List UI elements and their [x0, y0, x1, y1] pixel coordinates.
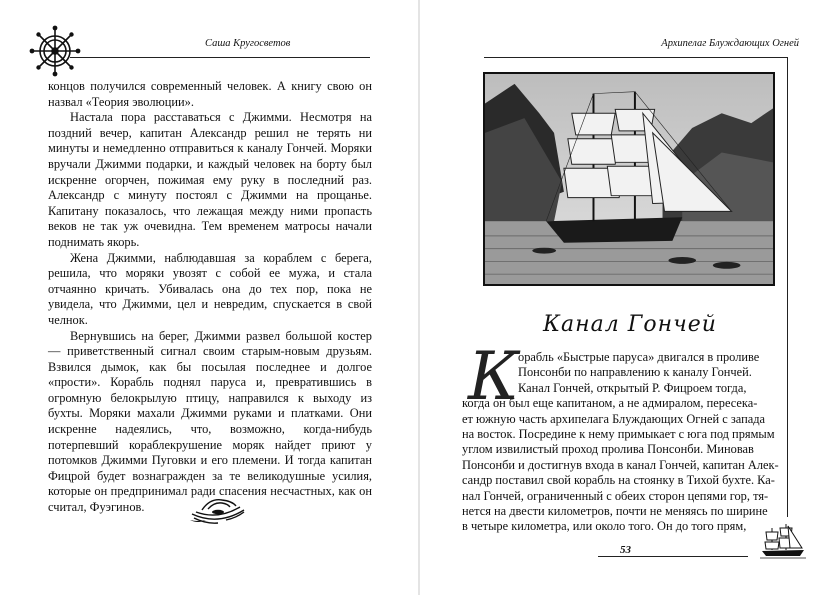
sailing-ship-illustration	[483, 72, 775, 286]
text-line: Понсонби по направлению к каналу Гончей.	[518, 365, 752, 380]
text-line: Понсонби и достигнув входа в канал Гончей, капитан Алек-	[462, 457, 779, 472]
paragraph: Вернувшись на берег, Джимми развел большой костер — приветственный сигнал своим старым-новым друзьям. Взвился дымок, как бы посылая последнее и долгое «прости». Корабль поднял паруса и, превратившись в огромную белокрылую птицу, направился к выходу из бухты. Моряки махали Джимми руками и платками. Они искренне надеялись, что, возможно, когда-нибудь потерпевший кораблекрушение моряк найдет приют у потомков Джимми Пуговки и его племени. И тогда капитан Фицрой будет вознагражден за те великодушные усилия, которые он предпринимал ради спасения несчастных, как он считал, Фуэгинов.	[48, 328, 372, 515]
paragraph: Настала пора расставаться с Джимми. Несмотря на поздний вечер, капитан Александр решил не терять ни минуты и немедленно отправиться к каналу Гончей. Моряки вручали Джимми подарки, и каждый человек на борту был искренне огорчен, пожимая ему руку в последний раз. Александр с минуту постоял с Джимми на прощанье. Капитану показалось, что лежащая между ними пропасть веков не так уж очевидна. Тем временем матросы начали поднимать якорь.	[48, 110, 372, 249]
text-line: в четыре километра, или около того. Он до того прям,	[462, 519, 747, 534]
left-running-header: Саша Кругосветов	[205, 38, 291, 49]
text-line: на восток. Посредине к нему примыкает с юга под прямым	[462, 427, 775, 442]
text-line: сандр поставил свой корабль на стоянку в Тихой бухте. Ка-	[462, 473, 775, 488]
right-page-text	[462, 350, 788, 535]
paragraph: Жена Джимми, наблюдавшая за кораблем с берега, решила, что моряки увозят с собой ее мужа, и стала отчаянно кричать. Убивалась она до тех пор, пока не увидела, что Джимми, цел и невредим, спускается в свой челнок.	[48, 250, 372, 327]
text-line: углом извилистый проход пролива Понсонби. Миновав	[462, 442, 754, 457]
page-number: 53	[620, 544, 631, 556]
ship-ornament-icon	[760, 520, 806, 560]
book-gutter	[418, 0, 420, 595]
text-line: когда он был еще капитаном, а не адмиралом, пересека-	[462, 396, 758, 411]
right-header-rule	[484, 57, 788, 58]
boat-ornament-icon	[188, 490, 248, 528]
footer-rule	[598, 556, 748, 557]
text-line: нал Гончей, ограниченный с обеих сторон цепями гор, тя-	[462, 488, 769, 503]
right-running-header: Архипелаг Блуждающих Огней	[661, 38, 799, 49]
text-line: орабль «Быстрые паруса» двигался в проливе	[518, 350, 760, 364]
left-header-rule	[70, 57, 370, 58]
left-page-text	[48, 79, 372, 516]
paragraph: концов получился современный человек. А книгу свою он назвал «Теория эволюции».	[48, 79, 372, 109]
text-line: нется на двести километров, почти не меняясь по ширине	[462, 504, 768, 519]
ship-wheel-icon	[28, 24, 82, 78]
text-line: ет южную часть архипелага Блуждающих Огней с запада	[462, 411, 766, 426]
drop-cap: К	[468, 338, 520, 415]
chapter-title: Канал Гончей	[543, 312, 717, 337]
text-line: Канал Гончей, открытый Р. Фицроем тогда,	[518, 380, 747, 395]
